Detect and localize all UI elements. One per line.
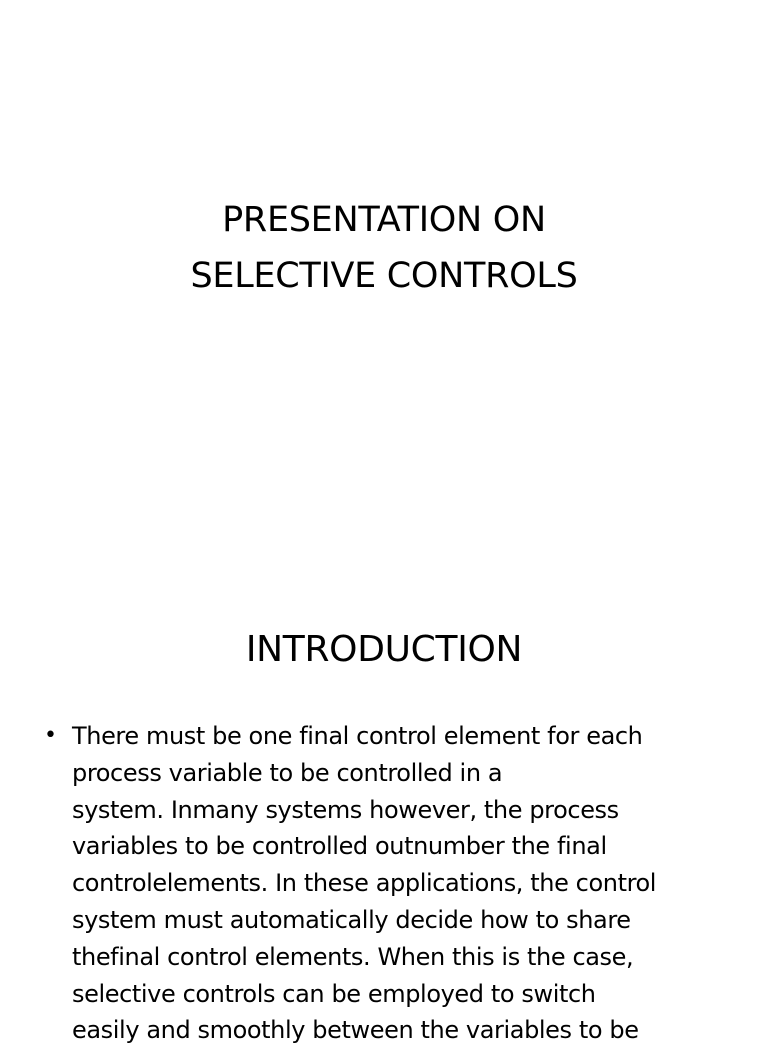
bullet-text-line: There must be one final control element for each: [72, 722, 643, 750]
bullet-text-line: variables to be controlled outnumber the final: [72, 832, 607, 861]
bullet-list: [44, 718, 724, 1049]
bullet-item: [44, 718, 724, 1049]
bullet-text-line: system must automatically decide how to share: [72, 905, 631, 934]
bullet-dot-icon: •: [44, 723, 57, 748]
bullet-text-line: easily and smoothly between the variables to be: [72, 1016, 639, 1045]
slide-title: [0, 192, 768, 304]
bullet-text-line: controlelements. In these applications, the control: [72, 869, 657, 898]
slide-title-line: SELECTIVE CONTROLS: [190, 256, 578, 296]
bullet-text-line: selective controls can be employed to switch: [72, 979, 596, 1008]
bullet-text-line: process variable to be controlled in a: [72, 758, 503, 787]
bullet-text-line: thefinal control elements. When this is the case,: [72, 942, 634, 971]
slide-heading: INTRODUCTION: [245, 629, 523, 670]
slide-title-line: PRESENTATION ON: [222, 200, 546, 240]
bullet-text-line: system. Inmany systems however, the process: [72, 795, 619, 824]
introduction-slide: [0, 576, 768, 1045]
